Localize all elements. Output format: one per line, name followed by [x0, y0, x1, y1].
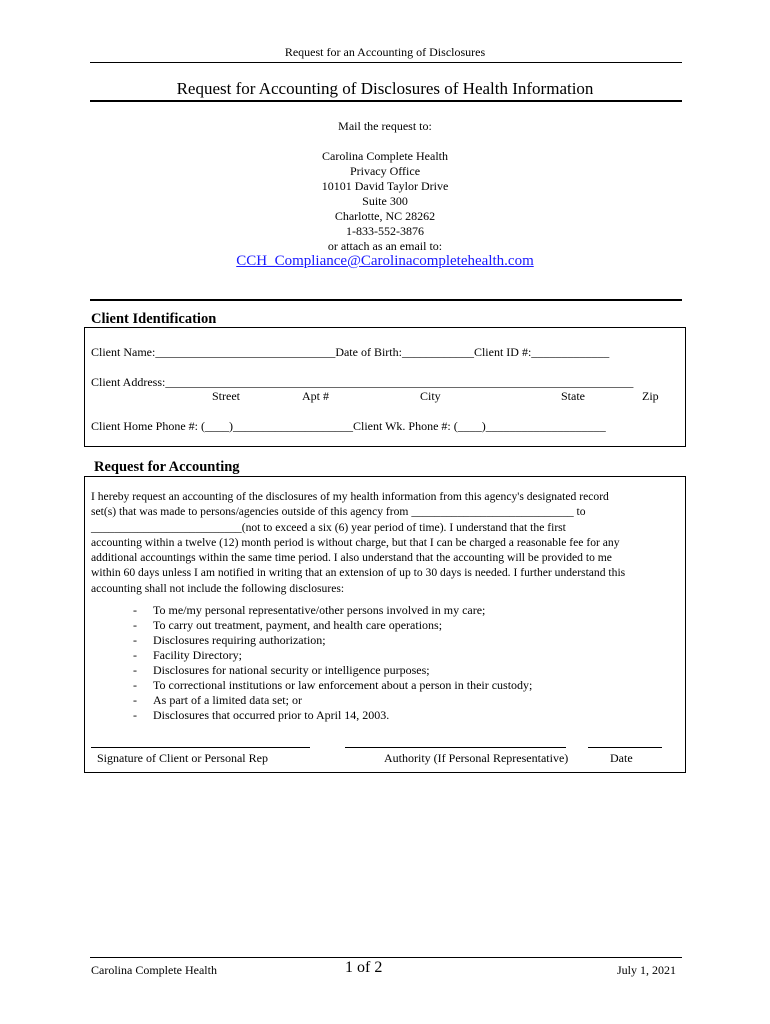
- compliance-email-link[interactable]: CCH_Compliance@Carolinacompletehealth.com: [236, 253, 534, 269]
- city-label: City: [420, 389, 441, 403]
- client-name-line[interactable]: Client Name:______________________________Date of Birth:____________Client ID #:_____________: [91, 345, 610, 359]
- address-block: [0, 149, 770, 254]
- apt-label: Apt #: [302, 389, 329, 403]
- paragraph-line: within 60 days unless I am notified in writing that an extension of up to 30 days is needed. I further understand this: [91, 566, 626, 580]
- paragraph-line: additional accountings within the same time period. I also understand that the accounting will be provided to me: [91, 551, 612, 565]
- list-item: - As part of a limited data set; or: [133, 693, 532, 708]
- footer-rule: [90, 957, 682, 958]
- request-heading: Request for Accounting: [94, 459, 240, 475]
- address-line: 10101 David Taylor Drive: [321, 179, 449, 193]
- authority-line[interactable]: [345, 747, 566, 748]
- section-rule: [90, 299, 682, 301]
- zip-label: Zip: [642, 389, 659, 403]
- list-item: - Disclosures that occurred prior to April 14, 2003.: [133, 708, 532, 723]
- address-line: Carolina Complete Health: [322, 149, 448, 163]
- client-identification-heading: Client Identification: [91, 311, 217, 327]
- client-address-line[interactable]: Client Address:______________________________________________________________________________: [91, 375, 634, 389]
- paragraph-line: I hereby request an accounting of the disclosures of my health information from this agency's designated record: [91, 490, 609, 503]
- paragraph-line: accounting within a twelve (12) month period is without charge, but that I can be charged a reasonable fee for any: [91, 535, 620, 549]
- page-number: 1 of 2: [345, 959, 383, 976]
- footer-date: July 1, 2021: [617, 963, 677, 977]
- mail-intro: Mail the request to:: [338, 119, 432, 133]
- request-paragraph: [91, 489, 681, 596]
- authority-label: Authority (If Personal Representative): [384, 751, 569, 765]
- date-line[interactable]: [588, 747, 662, 748]
- state-label: State: [561, 389, 585, 403]
- paragraph-line[interactable]: set(s) that was made to persons/agencies outside of this agency from ____________________________ to: [91, 505, 586, 519]
- address-line: or attach as an email to:: [327, 239, 443, 253]
- signature-label: Signature of Client or Personal Rep: [97, 751, 268, 765]
- address-line: Charlotte, NC 28262: [334, 209, 436, 223]
- document-title: Request for Accounting of Disclosures of Health Information: [176, 79, 594, 98]
- address-line: Suite 300: [362, 194, 408, 208]
- footer-org: Carolina Complete Health: [91, 963, 217, 977]
- address-line: Privacy Office: [349, 164, 421, 178]
- list-item: - To me/my personal representative/other persons involved in my care;: [133, 603, 532, 618]
- header-rule: [90, 62, 682, 63]
- list-item: - Facility Directory;: [133, 648, 532, 663]
- address-line: 1-833-552-3876: [346, 224, 424, 238]
- title-rule: [90, 100, 682, 102]
- running-header: Request for an Accounting of Disclosures: [284, 45, 486, 59]
- client-phone-line[interactable]: Client Home Phone #: (____)____________________Client Wk. Phone #: (____)____________________: [91, 419, 606, 433]
- list-item: - Disclosures for national security or intelligence purposes;: [133, 663, 532, 678]
- list-item: - Disclosures requiring authorization;: [133, 633, 532, 648]
- street-label: Street: [212, 389, 240, 403]
- paragraph-line: accounting shall not include the following disclosures:: [91, 581, 345, 595]
- signature-line[interactable]: [91, 747, 310, 748]
- date-label: Date: [610, 751, 633, 765]
- exclusions-list: [133, 603, 532, 723]
- paragraph-line[interactable]: __________________________(not to exceed a six (6) year period of time). I understand that the first: [91, 520, 566, 534]
- list-item: - To correctional institutions or law enforcement about a person in their custody;: [133, 678, 532, 693]
- list-item: - To carry out treatment, payment, and health care operations;: [133, 618, 532, 633]
